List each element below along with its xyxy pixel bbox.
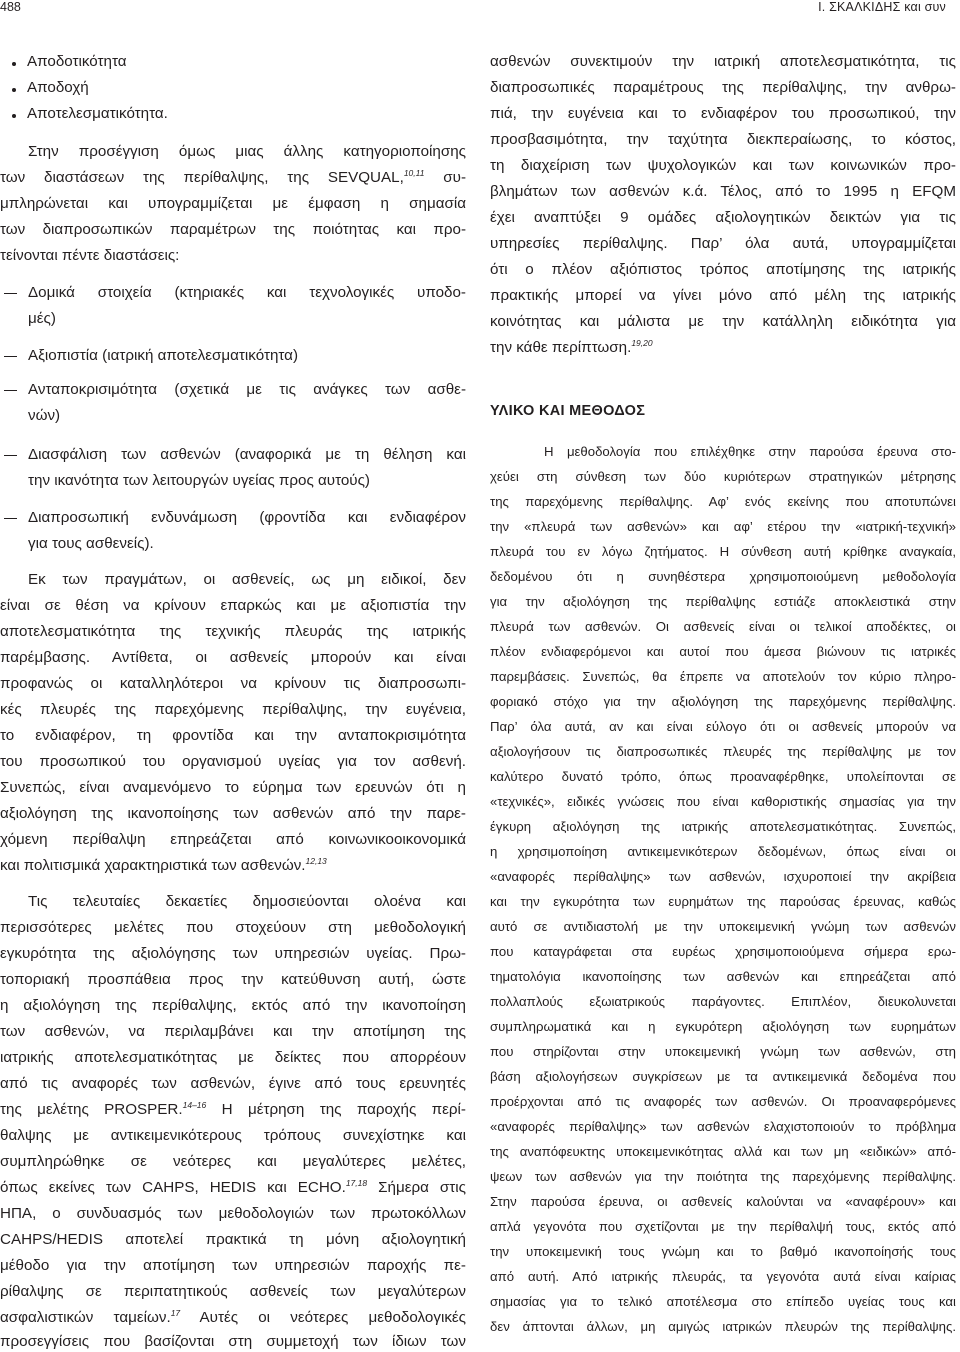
running-author: Ι. ΣΚΑΛΚΙΔΗΣ και συν: [818, 0, 946, 14]
paragraph-line: των ασθενών, να περιλαμβάνει και την αποτίμηση της: [0, 1023, 466, 1040]
paragraph-line: της παρεχόμενης περίθαλψης. Αφ’ ενός εκείνης που αποτυπώνει: [490, 494, 956, 509]
paragraph-line: ψεων των ασθενών για την ποιότητα της παρεχόμενης περίθαλψης.: [490, 1169, 956, 1184]
citation: 12,13: [305, 856, 327, 866]
paragraph-line: παρεμβάσεις. Συνεπώς, θα έπρεπε να αποτελούν τον κύριο πληρο-: [490, 669, 956, 684]
text-run: Σήμερα στις: [367, 1179, 466, 1196]
paragraph-line: εγκυρότητα της αξιολόγησης των υπηρεσιών υγείας. Πρω-: [0, 945, 466, 962]
paragraph-line: βάση αξιολογήσεων συγκρίσεων με τα αντικειμενικά δεδομένα που: [490, 1069, 956, 1084]
paragraph-line: υπηρεσίες περίθαλψης. Παρ’ όλα αυτά, υπογραμμίζεται: [490, 235, 956, 252]
paragraph-line: κές πλευρές της παρεχόμενης περίθαλψης, την ευγένεια,: [0, 701, 466, 718]
paragraph-line: ότι ο πλέον αξιόπιστος τρόπος αποτίμησης της ιατρικής: [490, 261, 956, 278]
paragraph-line: Η μεθοδολογία που επιλέχθηκε στην παρούσα έρευνα στο-: [544, 444, 956, 459]
citation: 17: [170, 1308, 181, 1318]
paragraph-line: βλημάτων των ασθενών κ.ά. Τέλος, από το 1995 η EFQM: [490, 183, 956, 200]
text-run: συ-: [424, 169, 466, 186]
bullet-dot: [12, 114, 16, 118]
paragraph-line: ΗΠΑ, ο συνδυασμός των μεθοδολογιών των πρωτοκόλλων: [0, 1205, 466, 1222]
paragraph-line: πρακτικής μπορεί να γίνει μόνο από μέλη της ιατρικής: [490, 287, 956, 304]
paragraph-line: «τεχνικές», ειδικές γνώσεις που είναι καθοριστικής σημασίας για την: [490, 794, 956, 809]
paragraph-line: προέρχονται από τις αναφορές των ασθενών. Οι προαναφερόμενες: [490, 1094, 956, 1109]
bullet-dot: [12, 88, 16, 92]
paragraph-line: θαλψης με αντικειμενικότερους τρόπους συνεχίστηκε και: [0, 1127, 466, 1144]
paragraph-line: δεν άπτονται άλλων, μη αμιγώς ιατρικών πλευρών της περίθαλψης.: [490, 1319, 956, 1334]
paragraph-line: πιά, την ευγένεια και το ενδιαφέρον του προσωπικού, την: [490, 105, 956, 122]
paragraph-line: τη διαχείριση των ψυχολογικών και των κοινωνικών προ-: [490, 157, 956, 174]
paragraph-line: που στηρίζονται στην υποκειμενική γνώμη των ασθενών, στη: [490, 1044, 956, 1059]
paragraph-line: μέθοδο για την αποτίμηση των υπηρεσιών παροχής πε-: [0, 1257, 466, 1274]
page-header: [0, 0, 960, 16]
bullet-item: Αποτελεσματικότητα.: [27, 105, 168, 122]
paragraph-line: μπληρώνεται και υπογραμμίζεται με έμφαση η σημασία: [0, 195, 466, 212]
paragraph-line: ρίθαλψης σε περιπατητικούς ασθενείς των μεγαλύτερων: [0, 1283, 466, 1300]
paragraph-line: προσεγγίσεις που βασίζονται στη συμμετοχή των ίδιων των: [0, 1333, 466, 1350]
paragraph-line: αξιολογήσουν τις διαπροσωπικές πλευρές της περίθαλψης με τον: [490, 744, 956, 759]
dash-marker: [4, 455, 17, 456]
text-run: και πολιτισμικά χαρακτηριστικά των ασθενών.: [0, 857, 306, 874]
citation: 17,18: [345, 1178, 368, 1188]
paragraph-line: φοριακό στόχο για την αξιολόγηση της παρεχόμενης περίθαλψης.: [490, 694, 956, 709]
paragraph-line: [0, 1101, 466, 1118]
paragraph-line: για την αξιολόγηση της περίθαλψης εστιάζε αποκλειστικά στην: [490, 594, 956, 609]
paragraph-line: Συνεπώς, είναι αναμενόμενο το εύρημα των ερευνών ότι η: [0, 779, 466, 796]
dash-marker: [4, 518, 17, 519]
paragraph-line: χεύει στη σύνθεση των δύο κυριότερων στρατηγικών μέτρησης: [490, 469, 956, 484]
page-number: 488: [0, 0, 21, 14]
text-run: όπως εκείνες των CAHPS, HEDIS και ECHO.: [0, 1179, 346, 1196]
paragraph-line: [0, 1179, 466, 1196]
paragraph-line: τηματολόγια ικανοποίησης των ασθενών και επηρεάζεται από: [490, 969, 956, 984]
citation: 14–16: [182, 1100, 207, 1110]
paragraph-line: προφανώς οι καταλληλότεροι να κρίνουν τις διαπροσωπι-: [0, 675, 466, 692]
paragraph-line: [0, 1309, 466, 1326]
paragraph-line: καλύτερο δυνατό τρόπο, όπως προαναφέρθηκε, υπολείπονται σε: [490, 769, 956, 784]
paragraph-line: των διαπροσωπικών παραμέτρων της ποιότητας και προ-: [0, 221, 466, 238]
text-run: Αυτές οι νεότερες μεθοδολογικές: [180, 1309, 466, 1326]
paragraph-line: «αναφορές περίθαλψης» των ασθενών, ισχυροποιεί την ακρίβεια: [490, 869, 956, 884]
text-run: ασφαλιστικών ταμείων.: [0, 1309, 171, 1326]
paragraph-line: πλευρά του εν λόγω ζητήματος. Η σύνθεση αυτή κρίθηκε αναγκαία,: [490, 544, 956, 559]
paragraph-line: το ενδιαφέρον, τη φροντίδα και την ανταποκρισιμότητα: [0, 727, 466, 744]
paragraph-line: του προσωπικού του οργανισμού υγείας για τον ασθενή.: [0, 753, 466, 770]
paragraph-line: πλέον ενδιαφερόμενοι και αυτοί που άμεσα βιώνουν τις ιατρικές: [490, 644, 956, 659]
paragraph-line: πλευρά των ασθενών. Οι ασθενείς είναι οι τελικοί αποδέκτες, οι: [490, 619, 956, 634]
paragraph-line: Παρ’ όλα αυτά, αν και είναι εύλογο ότι οι ασθενείς μπορούν να: [490, 719, 956, 734]
paragraph-line: Εκ των πραγμάτων, οι ασθενείς, ως μη ειδικοί, δεν: [28, 571, 466, 588]
dash-item-line: μές): [28, 310, 56, 327]
text-run: των διαστάσεων της περίθαλψης, της SEVQUAL,: [0, 169, 404, 186]
paragraph-line: σημασίας για το τελικό αποτέλεσμα στο επίπεδο υγείας τους και: [490, 1294, 956, 1309]
dash-item-line: Δομικά στοιχεία (κτηριακές και τεχνολογικές υποδο-: [28, 284, 466, 301]
bullet-item: Αποδοχή: [27, 79, 89, 96]
paragraph-line: πολλαπλούς εξωιατρικούς παράγοντες. Επιπλέον, διευκολυνεται: [490, 994, 956, 1009]
paragraph-line: περισσότερες μελέτες που στοχεύουν στη μεθοδολογική: [0, 919, 466, 936]
paragraph-line: αποτελεσματικότητα της τεχνικής πλευράς της ιατρικής: [0, 623, 466, 640]
paragraph-line: έγκυρη αξιολόγηση της ιατρικής αποτελεσματικότητας. Συνεπώς,: [490, 819, 956, 834]
dash-item-line: Διαπροσωπική ενδυνάμωση (φροντίδα και ενδιαφέρον: [28, 509, 466, 526]
text-run: την κάθε περίπτωση.: [490, 339, 632, 356]
paragraph-line: από αυτή. Από ιατρικής πλευράς, τα γεγονότα αυτά είναι καίριας: [490, 1269, 956, 1284]
paragraph-line: [490, 339, 956, 356]
paragraph-line: τοποριακή προσπάθεια προς την κατεύθυνση αυτή, ώστε: [0, 971, 466, 988]
dash-item-line: Αξιοπιστία (ιατρική αποτελεσματικότητα): [28, 347, 299, 364]
paragraph-line: από τις αναφορές των ασθενών, έγινε από τους ερευνητές: [0, 1075, 466, 1092]
paragraph-line: της αναπόφευκτης υποκειμενικότητας αλλά και των μη «ειδικών» από-: [490, 1144, 956, 1159]
dash-item-line: Ανταποκρισιμότητα (σχετικά με τις ανάγκες των ασθε-: [28, 381, 466, 398]
text-run: Η μέτρηση της παροχής περί-: [206, 1101, 466, 1118]
paragraph-line: Στην παρούσα έρευνα, οι ασθενείς καλούνται να «αναφέρουν» και: [490, 1194, 956, 1209]
paragraph-line: ιατρικής αποτελεσματικότητας με δείκτες που απορρέουν: [0, 1049, 466, 1066]
paragraph-line: και την εγκυρότητα των ευρημάτων της παρούσας έρευνας, καθώς: [490, 894, 956, 909]
paragraph-line: συμπληρωματικά και η εγκυρότερη αξιολόγηση των ευρημάτων: [490, 1019, 956, 1034]
paragraph-line: τείνονται πέντε διαστάσεις:: [0, 247, 180, 264]
dash-item-line: Διασφάλιση των ασθενών (αναφορικά με τη θέληση και: [28, 446, 466, 463]
paragraph-line: Στην προσέγγιση όμως μιας άλλης κατηγοριοποίησης: [28, 143, 466, 160]
dash-marker: [4, 356, 17, 357]
paragraph-line: την «πλευρά των ασθενών» και αφ’ ετέρου την «ιατρική-τεχνική»: [490, 519, 956, 534]
paragraph-line: είναι σε θέση να κρίνουν επαρκώς και με αξιοπιστία την: [0, 597, 466, 614]
paragraph-line: έχει αναπτύξει 9 ομάδες αξιολογητικών δεικτών για τις: [490, 209, 956, 226]
citation: 10,11: [403, 168, 425, 178]
paragraph-line: η αξιολόγηση της περίθαλψης, εκτός από την ικανοποίηση: [0, 997, 466, 1014]
paragraph-line: Τις τελευταίες δεκαετίες δημοσιεύονται ολοένα και: [28, 893, 466, 910]
paragraph-line: «αναφορές περίθαλψης» των ασθενών ελαχιστοποιούν το πρόβλημα: [490, 1119, 956, 1134]
dash-marker: [4, 293, 17, 294]
paragraph-line: απλά γεγονότα που σχετίζονται με την περίθαλψή τους, εκτός από: [490, 1219, 956, 1234]
paragraph-line: [0, 169, 466, 186]
paragraph-line: [0, 857, 466, 874]
paragraph-line: παρέμβασης. Αντίθετα, οι ασθενείς μπορούν και είναι: [0, 649, 466, 666]
citation: 19,20: [631, 338, 653, 348]
paragraph-line: χόμενη περίθαλψη επηρεάζεται από κοινωνικοοικονομικά: [0, 831, 466, 848]
paragraph-line: η χρησιμοποίηση αντικειμενικότερων δεδομένων, όπως είναι οι: [490, 844, 956, 859]
dash-item-line: την ικανότητα των λειτουργών υγείας προς αυτούς): [28, 472, 370, 489]
paragraph-line: κοινότητας και μάλιστα με την κατάλληλη ειδικότητα για: [490, 313, 956, 330]
paragraph-line: συμπληρώθηκε σε νεότερες και μεγαλύτερες μελέτες,: [0, 1153, 466, 1170]
paragraph-line: αξιολόγηση της ικανοποίησης των ασθενών από την παρε-: [0, 805, 466, 822]
paragraph-line: αυτό σε αντιδιαστολή με την υποκειμενική γνώμη των ασθενών: [490, 919, 956, 934]
text-run: της μελέτης PROSPER.: [0, 1101, 183, 1118]
dash-item-line: για τους ασθενείς).: [28, 535, 154, 552]
paragraph-line: διαπροσωπικές παραμέτρους της περίθαλψης, την ανθρω-: [490, 79, 956, 96]
bullet-item: Αποδοτικότητα: [27, 53, 127, 70]
paragraph-line: CAHPS/HEDIS αποτελεί πρακτικά τη μόνη αξιολογητική: [0, 1231, 466, 1248]
dash-marker: [4, 390, 17, 391]
dash-item-line: νών): [28, 407, 61, 424]
paragraph-line: την υποκειμενική τους γνώμη και το βαθμό ικανοποίησής τους: [490, 1244, 956, 1259]
paragraph-line: ασθενών συνεκτιμούν την ιατρική αποτελεσματικότητα, τις: [490, 53, 956, 70]
section-heading: ΥΛΙΚΟ ΚΑΙ ΜΕΘΟΔΟΣ: [490, 403, 646, 419]
paragraph-line: που καταγράφεται στα ευρέως χρησιμοποιούμενα σήμερα ερω-: [490, 944, 956, 959]
paragraph-line: προσβασιμότητα, την ταχύτητα διεκπεραίωσης, το κόστος,: [490, 131, 956, 148]
paragraph-line: δεδομένου ότι η συνηθέστερα χρησιμοποιούμενη μεθοδολογία: [490, 569, 956, 584]
bullet-dot: [12, 62, 16, 66]
